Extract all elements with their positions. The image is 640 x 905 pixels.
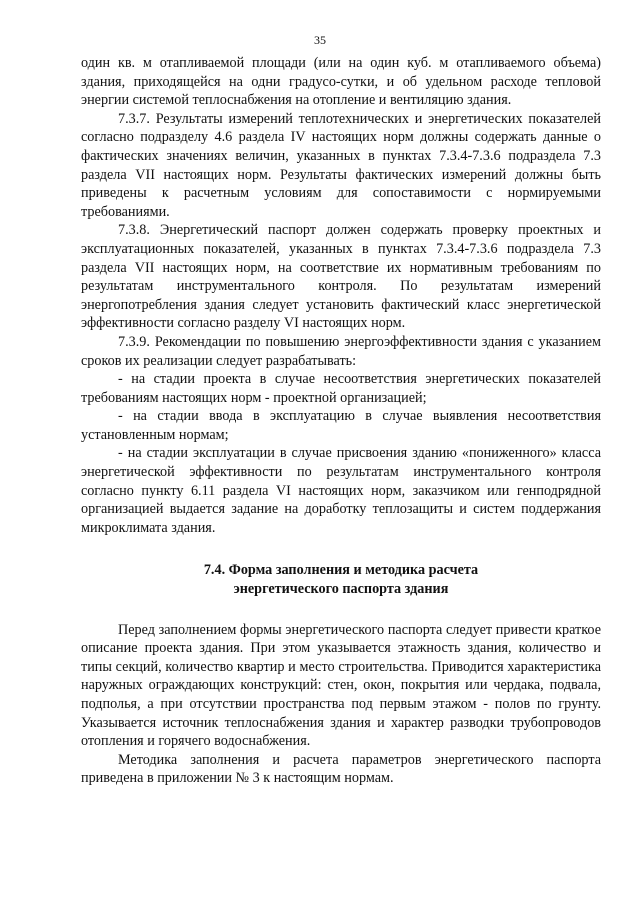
paragraph-7-4-methodology: Методика заполнения и расчета параметров энергетического паспорта приведена в приложении № 3 к настоящим нормам. — [81, 751, 601, 787]
section-heading-line-1: 7.4. Форма заполнения и методика расчета — [203, 562, 479, 579]
list-item-operation-stage: - на стадии эксплуатации в случае присвоения зданию «пониженного» класса энергетической эффективности по результатам инструментального контроля согласно пункту 6.11 раздела VI настоящих норм, заказчиком или генподрядной организацией выдается задание на доработку теплозащиты и систем поддержания микроклимата здания. — [81, 445, 601, 536]
paragraph-7-4-description: Перед заполнением формы энергетического паспорта следует привести краткое описание проекта здания. При этом указывается этажность здания, количество и типы секций, количество квартир и место строительства. Приводится характеристика наружных ограждающих конструкций: стен, окон, покрытия или чердака, подвала, подполья, а при отсутствии пространства под первым этажом - полов по грунту. Указывается источник теплоснабжения здания и характер разводки трубопроводов отопления и горячего водоснабжения. — [81, 621, 601, 750]
paragraph-7-3-7: 7.3.7. Результаты измерений теплотехнических и энергетических показателей согласно подразделу 4.6 раздела IV настоящих норм должны содержать данные о фактических значениях величин, указанных в пунктах 7.3.4-7.3.6 подраздела 7.3 раздела VII настоящих норм. Результаты фактических измерений должны быть приведены к расчетным условиям для сопоставимости с нормируемыми требованиями. — [81, 110, 601, 220]
section-heading-7-4 — [81, 561, 601, 598]
paragraph-7-3-8: 7.3.8. Энергетический паспорт должен содержать проверку проектных и эксплуатационных показателей, указанных в пунктах 7.3.4-7.3.6 подраздела 7.3 раздела VII настоящих норм, на соответствие их нормативным требованиям по результатам инструментального контроля. По результатам измерений энергопотребления здания следует установить фактический класс энергетической эффективности согласно разделу VI настоящих норм. — [81, 222, 601, 332]
page-number: 35 — [314, 33, 326, 47]
section-heading-line-2: энергетического паспорта здания — [233, 581, 449, 598]
paragraph-continuation: один кв. м отапливаемой площади (или на один куб. м отапливаемого объема) здания, приходящейся на одни градусо-сутки, и об удельном расходе тепловой энергии системой теплоснабжения на отопление и вентиляцию здания. — [81, 55, 601, 109]
paragraph-7-3-9: 7.3.9. Рекомендации по повышению энергоэффективности здания с указанием сроков их реализации следует разрабатывать: — [81, 333, 601, 369]
list-item-design-stage: - на стадии проекта в случае несоответствия энергетических показателей требованиям настоящих норм - проектной организацией; — [81, 371, 601, 406]
list-item-commissioning-stage: - на стадии ввода в эксплуатацию в случае выявления несоответствия установленным нормам; — [81, 408, 601, 443]
page-content — [81, 54, 601, 788]
